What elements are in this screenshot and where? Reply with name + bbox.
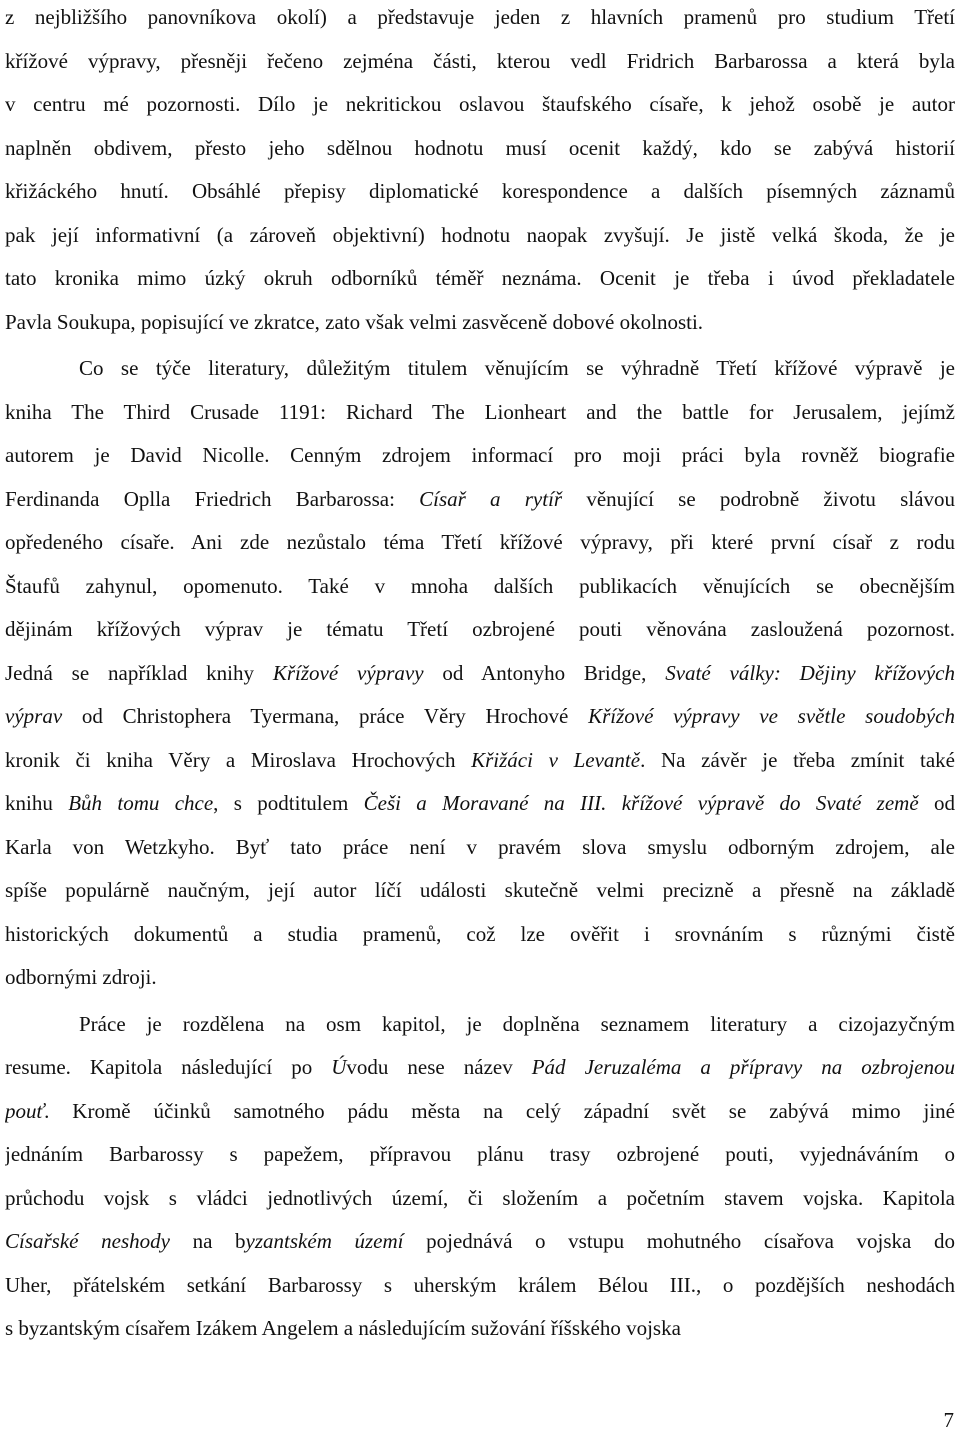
text-line: knihu Bůh tomu chce, s podtitulem Češi a Moravané na III. křížové výpravě do Svaté země od [5,791,955,815]
text-line: Jedná se například knihy Křížové výpravy od Antonyho Bridge, Svaté války: Dějiny křížových [5,660,955,685]
document-page [5,0,956,1351]
text-line: spíše populárně naučným, její autor líčí události skutečně velmi precizně a přesně na základě [5,878,955,902]
text-line: dějinám křížových výprav je tématu Třetí ozbrojené pouti věnována zasloužená pozornost. [5,617,955,641]
paragraph-1 [5,0,956,344]
italic-title: Pád Jeruzaléma a přípravy na ozbrojenou [531,1055,955,1079]
text-line: Císařské neshody na byzantském území pojednává o vstupu mohutného císařova vojska do [5,1229,955,1253]
italic-title: Císař a rytíř [419,486,563,511]
text-line: naplněn obdivem, přesto jeho sdělnou hodnotu musí ocenit každý, kdo se zabývá historií [5,135,955,160]
text-line: Ferdinanda Oplla Friedrich Barbarossa: Císař a rytíř věnující se podrobně životu slávou [5,486,955,511]
text-line: kronik či kniha Věry a Miroslava Hrochových Křižáci v Levantě. Na závěr je třeba zmínit také [5,747,956,772]
text-line: výprav od Christophera Tyermana, práce Věry Hrochové Křížové výpravy ve světle soudobých [5,704,955,728]
text-line: Práce je rozdělena na osm kapitol, je doplněna seznamem literatury a cizojazyčným [79,1011,955,1036]
italic-title: yzantském území [245,1229,404,1253]
italic-title: Křížové výpravy ve světle soudobých [588,704,955,728]
italic-title: výprav [5,704,63,728]
text-line: opředeného císaře. Ani zde nezůstalo téma Třetí křížové výpravy, při které první císař z rodu [5,530,955,554]
italic-title: pouť [5,1098,45,1123]
paragraph-2 [5,347,956,1000]
italic-title: Ú [331,1055,347,1079]
text-line: Co se týče literatury, důležitým titulem věnujícím se výhradně Třetí křížové výpravě je [79,356,955,380]
text-line: s byzantským císařem Izákem Angelem a následujícím sužování říšského vojska [5,1316,681,1340]
italic-title: Svaté války: Dějiny křížových [665,660,955,685]
italic-title: Císařské neshody [5,1229,170,1253]
paragraph-3 [5,1003,956,1351]
text-line: odbornými zdroji. [5,965,157,989]
text-line: v centru mé pozornosti. Dílo je nekritickou oslavou štaufského císaře, k jehož osobě je autor [5,92,955,116]
text-line: Pavla Soukupa, popisující ve zkratce, zato však velmi zasvěceně dobové okolnosti. [5,309,704,334]
italic-title: Křížové výpravy [272,660,424,685]
text-line: jednáním Barbarossy s papežem, přípravou plánu trasy ozbrojené pouti, vyjednáváním o [5,1142,955,1166]
page-number: 7 [943,1408,954,1432]
text-line: kniha The Third Crusade 1191: Richard The Lionheart and the battle for Jerusalem, jejímž [5,399,955,424]
text-line: křížové výpravy, přesněji řečeno zejména části, kterou vedl Fridrich Barbarossa a která byla [5,48,955,73]
text-line: pouť. Kromě účinků samotného pádu města na celý západní svět se zabývá mimo jiné [5,1098,955,1123]
text-line: Uher, přátelském setkání Barbarossy s uherským králem Bélou III., o pozdějších neshodách [5,1272,955,1297]
text-line: pak její informativní (a zároveň objektivní) hodnotu naopak zvyšují. Je jistě velká škoda, že je [5,222,955,247]
text-line: Štaufů zahynul, opomenuto. Také v mnoha dalších publikacích věnujících se obecnějším [5,573,955,598]
text-line: z nejbližšího panovníkova okolí) a představuje jeden z hlavních pramenů pro studium Třetí [5,5,955,29]
text-line: tato kronika mimo úzký okruh odborníků téměř neznáma. Ocenit je třeba i úvod překladatele [5,266,955,290]
italic-title: Češi a Moravané na III. křížové výpravě do Svaté země [363,791,919,815]
italic-title: Křižáci v Levantě [471,747,641,772]
text-line: resume. Kapitola následující po Úvodu nese název Pád Jeruzaléma a přípravy na ozbrojenou [5,1055,955,1079]
text-line: historických dokumentů a studia pramenů, což lze ověřit i srovnáním s různými čistě [5,921,955,946]
text-line: Karla von Wetzkyho. Byť tato práce není v pravém slova smyslu odborným zdrojem, ale [5,834,955,859]
text-line: průchodu vojsk s vládci jednotlivých území, či složením a početním stavem vojska. Kapitola [5,1185,955,1210]
text-line: křižáckého hnutí. Obsáhlé přepisy diplomatické korespondence a dalších písemných záznamů [5,179,955,203]
italic-title: Bůh tomu chce [68,791,214,815]
text-line: autorem je David Nicolle. Cenným zdrojem informací pro moji práci byla rovněž biografie [5,443,955,467]
